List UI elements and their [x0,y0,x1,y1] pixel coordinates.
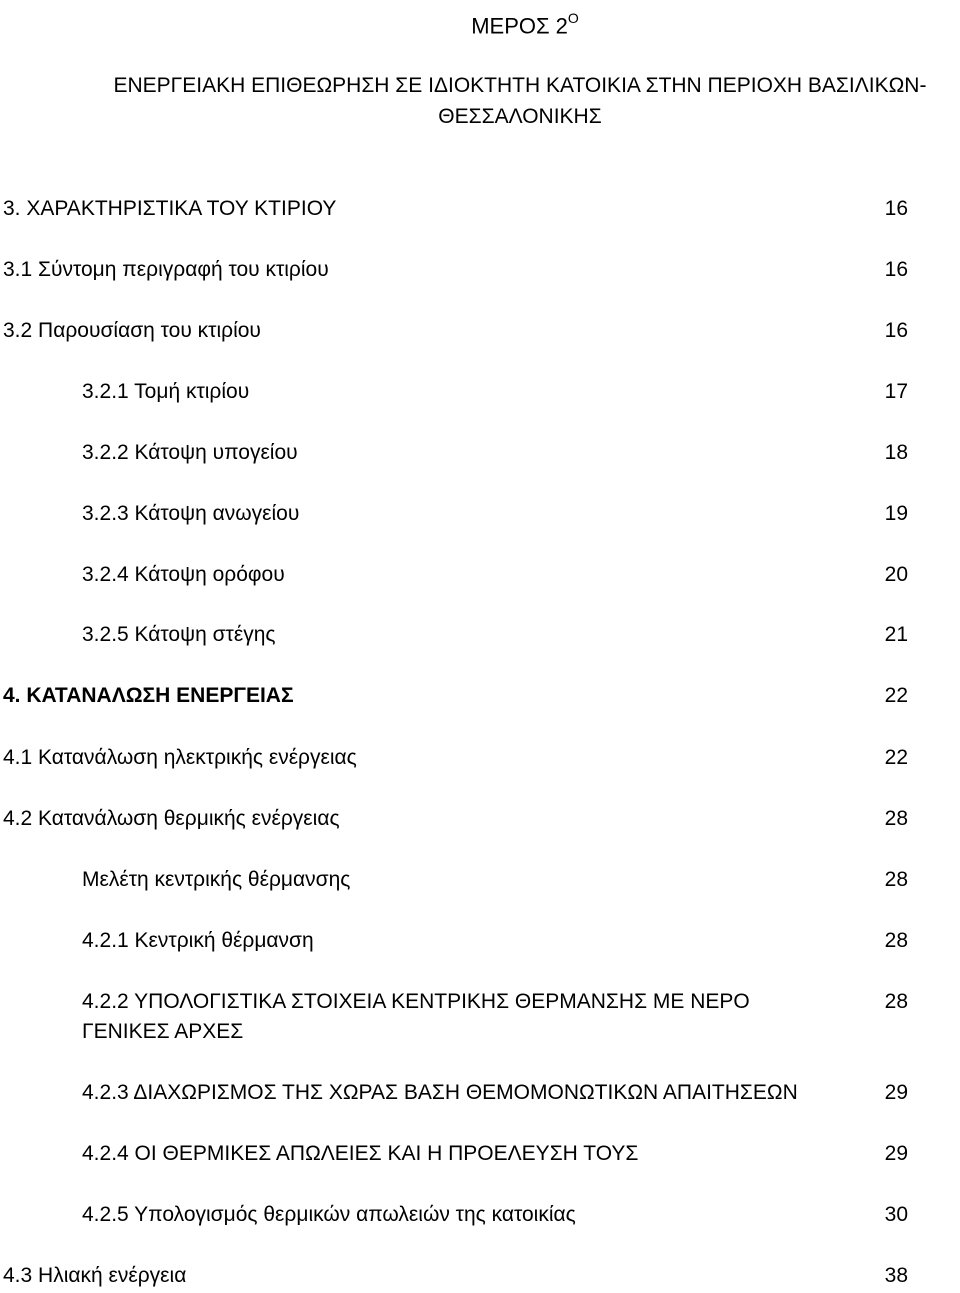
toc-entry-label: 3.2.1 Τομή κτιρίου [82,380,250,403]
toc-entry-label: 4.1 Κατανάλωση ηλεκτρικής ενέργειας [3,746,357,769]
toc-entry-page: 30 [884,1203,908,1226]
toc-entry-label: 4.2.5 Υπολογισμός θερμικών απωλειών της κατοικίας [82,1203,576,1226]
toc-entry-label: 4. ΚΑΤΑΝΑΛΩΣΗ ΕΝΕΡΓΕΙΑΣ [3,684,294,707]
toc-entry-page: 22 [884,684,908,707]
toc-entry-label: 4.2.2 ΥΠΟΛΟΓΙΣΤΙΚΑ ΣΤΟΙΧΕΙΑ ΚΕΝΤΡΙΚΗΣ ΘΕΡΜΑΝΣΗΣ ΜΕ ΝΕΡΟ ΓΕΝΙΚΕΣ ΑΡΧΕΣ [82,990,750,1043]
toc-entry-label: 4.3 Ηλιακή ενέργεια [3,1264,187,1287]
toc-entry-page: 17 [884,380,908,403]
toc-entry-page: 21 [884,623,908,646]
toc-entry-label: 3.2.4 Κάτοψη ορόφου [82,563,285,586]
toc-entry-label: Μελέτη κεντρικής θέρμανσης [82,868,351,891]
toc-entry-page: 16 [884,197,908,220]
toc-entry-label: 3.2.5 Κάτοψη στέγης [82,623,276,646]
document-title-line-1: ΕΝΕΡΓΕΙΑΚΗ ΕΠΙΘΕΩΡΗΣΗ ΣΕ ΙΔΙΟΚΤΗΤΗ ΚΑΤΟΙΚΙΑ ΣΤΗΝ ΠΕΡΙΟΧΗ ΒΑΣΙΛΙΚΩΝ- [113,74,927,97]
document-title-line-2: ΘΕΣΣΑΛΟΝΙΚΗΣ [438,105,602,128]
toc-entry-page: 18 [884,441,908,464]
toc-entry-label: 3. ΧΑΡΑΚΤΗΡΙΣΤΙΚΑ ΤΟΥ ΚΤΙΡΙΟΥ [3,197,337,220]
toc-entry-page: 38 [884,1264,908,1287]
document-title [80,70,960,132]
toc-entry-label: 4.2.3 ΔΙΑΧΩΡΙΣΜΟΣ ΤΗΣ ΧΩΡΑΣ ΒΑΣΗ ΘΕΜΟΜΟΝΩΤΙΚΩΝ ΑΠΑΙΤΗΣΕΩΝ [82,1081,798,1104]
toc-entry-label: 3.2.2 Κάτοψη υπογείου [82,441,298,464]
toc-entry-page: 16 [884,319,908,342]
toc-entry-label: 3.2 Παρουσίαση του κτιρίου [3,319,261,342]
toc-entry-page: 19 [884,502,908,525]
toc-entry-page: 20 [884,563,908,586]
toc-entry-page: 28 [884,990,908,1013]
toc-entry-page: 29 [884,1142,908,1165]
part-superscript: Ο [567,10,579,26]
toc-entry-label: 4.2.1 Κεντρική θέρμανση [82,929,314,952]
toc-entry-page: 28 [884,929,908,952]
toc-entry-page: 28 [884,807,908,830]
toc-entry-label: 4.2.4 ΟΙ ΘΕΡΜΙΚΕΣ ΑΠΩΛΕΙΕΣ ΚΑΙ Η ΠΡΟΕΛΕΥΣΗ ΤΟΥΣ [82,1142,639,1165]
toc-entry-page: 29 [884,1081,908,1104]
part-label: ΜΕΡΟΣ 2 [471,13,568,39]
toc-entry-label: 3.2.3 Κάτοψη ανωγείου [82,502,300,525]
toc-entry-page: 22 [884,746,908,769]
part-heading [0,4,960,42]
toc-entry-page: 16 [884,258,908,281]
toc-entry-page: 28 [884,868,908,891]
toc-entry-label: 3.1 Σύντομη περιγραφή του κτιρίου [3,258,329,281]
toc-entry-label: 4.2 Κατανάλωση θερμικής ενέργειας [3,807,340,830]
